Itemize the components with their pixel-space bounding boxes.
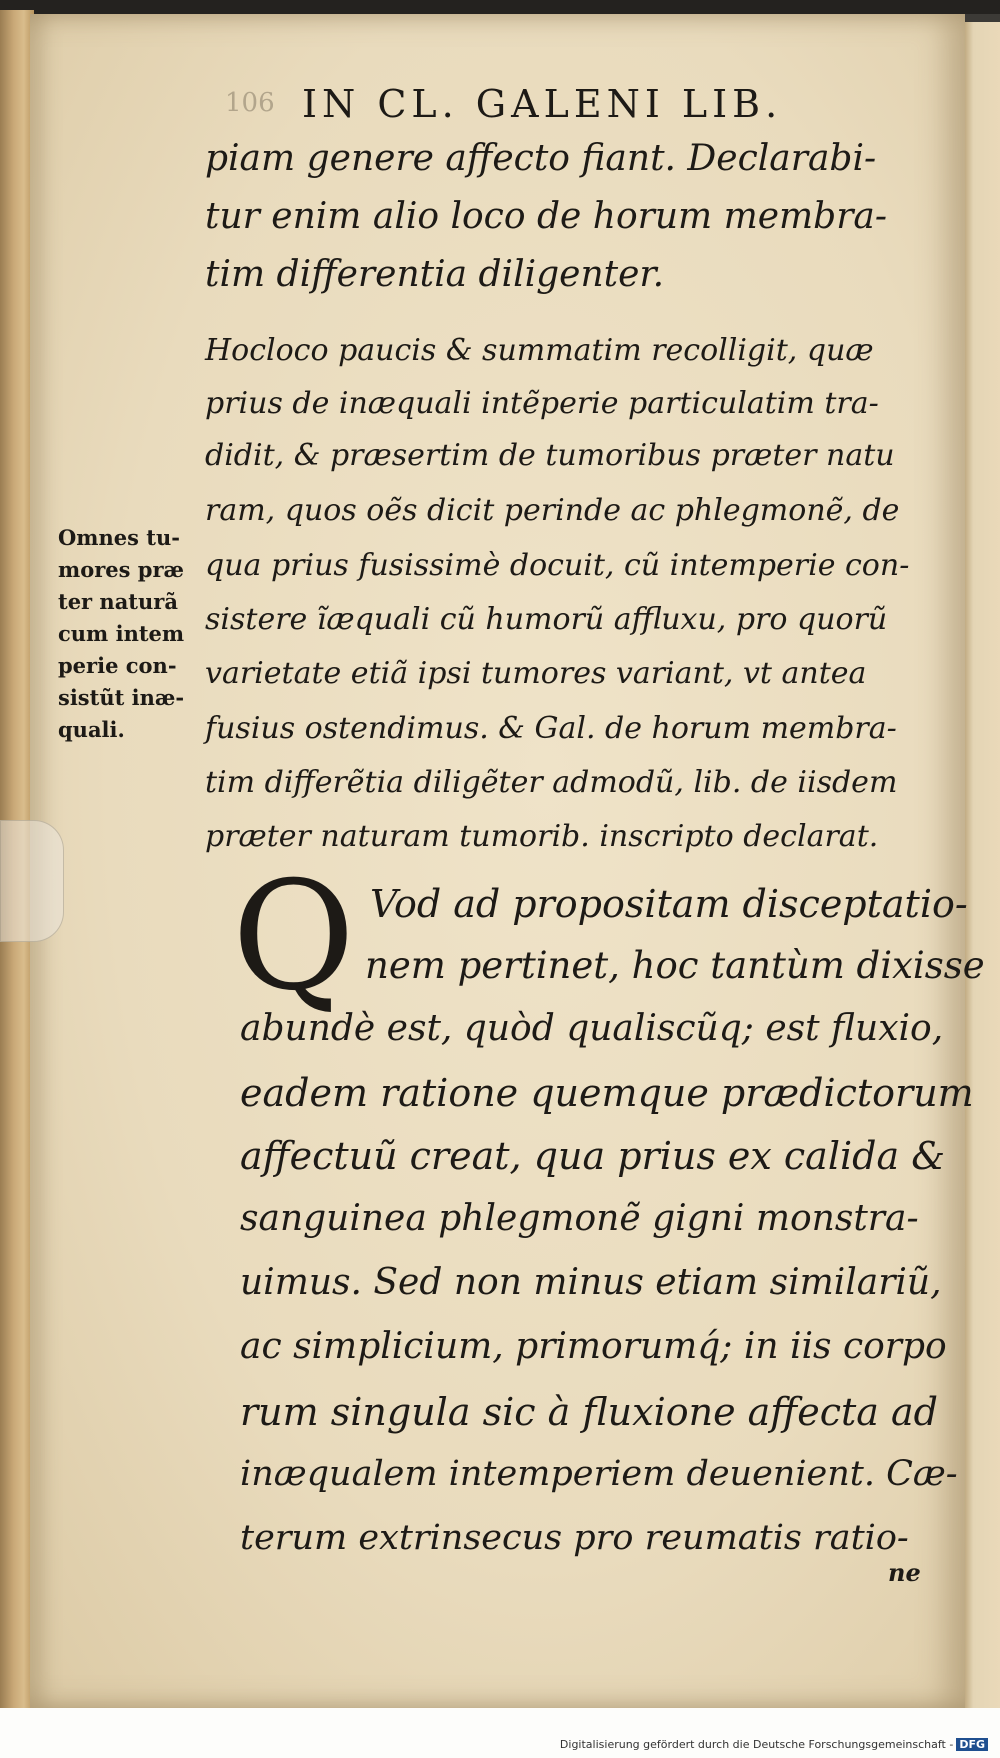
commentary-line: ram, quos oẽs dicit perinde ac phlegmonẽ, de	[205, 493, 900, 528]
commentary-line: didit, & præsertim de tumoribus præter natu	[205, 438, 895, 473]
main-text-line: inæqualem intemperiem deuenient. Cæ-	[240, 1454, 958, 1494]
commentary-line: fusius ostendimus. & Gal. de horum membra-	[205, 711, 897, 746]
marginal-note-line: Omnes tu-	[58, 525, 180, 550]
main-text-line: Vod ad propositam disceptatio-	[370, 882, 968, 926]
main-text-line: ac simplicium, primorumq́; in iis corpo	[240, 1326, 947, 1367]
catchword: ne	[888, 1558, 921, 1587]
main-text-line: nem pertinet, hoc tantùm dixisse	[365, 944, 985, 987]
scanner-background	[0, 0, 1000, 14]
commentary-line: qua prius fusissimè docuit, cũ intemperie con-	[205, 548, 910, 583]
marginal-note-line: cum intem	[58, 621, 185, 646]
main-text-line: eadem ratione quemque prædictorum	[240, 1071, 974, 1115]
marginal-note	[58, 522, 218, 746]
main-text-line: abundè est, quòd qualiscũq; est fluxio,	[240, 1008, 944, 1049]
marginal-note-line: quali.	[58, 717, 125, 742]
dfg-logo: DFG	[956, 1738, 988, 1751]
marginal-note-line: mores præ	[58, 557, 185, 582]
page-clip	[0, 820, 64, 942]
marginal-note-line: sistũt inæ-	[58, 685, 185, 710]
digitization-credit	[560, 1738, 988, 1751]
faint-page-number: 106	[225, 88, 275, 118]
commentary-line: varietate etiã ipsi tumores variant, vt antea	[205, 656, 867, 691]
marginal-note-line: ter naturã	[58, 589, 178, 614]
main-text-line: uimus. Sed non minus etiam similariũ,	[240, 1262, 942, 1303]
intro-line: piam genere affecto fiant. Declarabi-	[205, 138, 877, 179]
main-text-line: terum extrinsecus pro reumatis ratio-	[240, 1518, 909, 1558]
main-text-line: affectuũ creat, qua prius ex calida &	[240, 1134, 946, 1178]
main-text-line: sanguinea phlegmonẽ gigni monstra-	[240, 1198, 919, 1239]
running-head: IN CL. GALENI LIB.	[302, 82, 783, 126]
intro-line: tim differentia diligenter.	[205, 254, 665, 295]
commentary-line: præter naturam tumorib. inscripto declarat.	[205, 819, 879, 854]
intro-line: tur enim alio loco de horum membra-	[205, 196, 888, 237]
main-text-line: rum singula sic à fluxione affecta ad	[240, 1390, 938, 1434]
commentary-line: tim differẽtia diligẽter admodũ, lib. de iisdem	[205, 765, 898, 800]
commentary-line: prius de inæquali intẽperie particulatim tra-	[205, 386, 879, 421]
digitization-credit-text: Digitalisierung gefördert durch die Deutsche Forschungsgemeinschaft -	[559, 1738, 954, 1751]
marginal-note-line: perie con-	[58, 653, 177, 678]
drop-initial: Q	[232, 850, 355, 1024]
commentary-line: Hocloco paucis & summatim recolligit, quæ	[205, 333, 874, 368]
commentary-line: sistere ĩæquali cũ humorũ affluxu, pro quorũ	[205, 602, 888, 637]
facing-page-edge	[962, 22, 1000, 1712]
